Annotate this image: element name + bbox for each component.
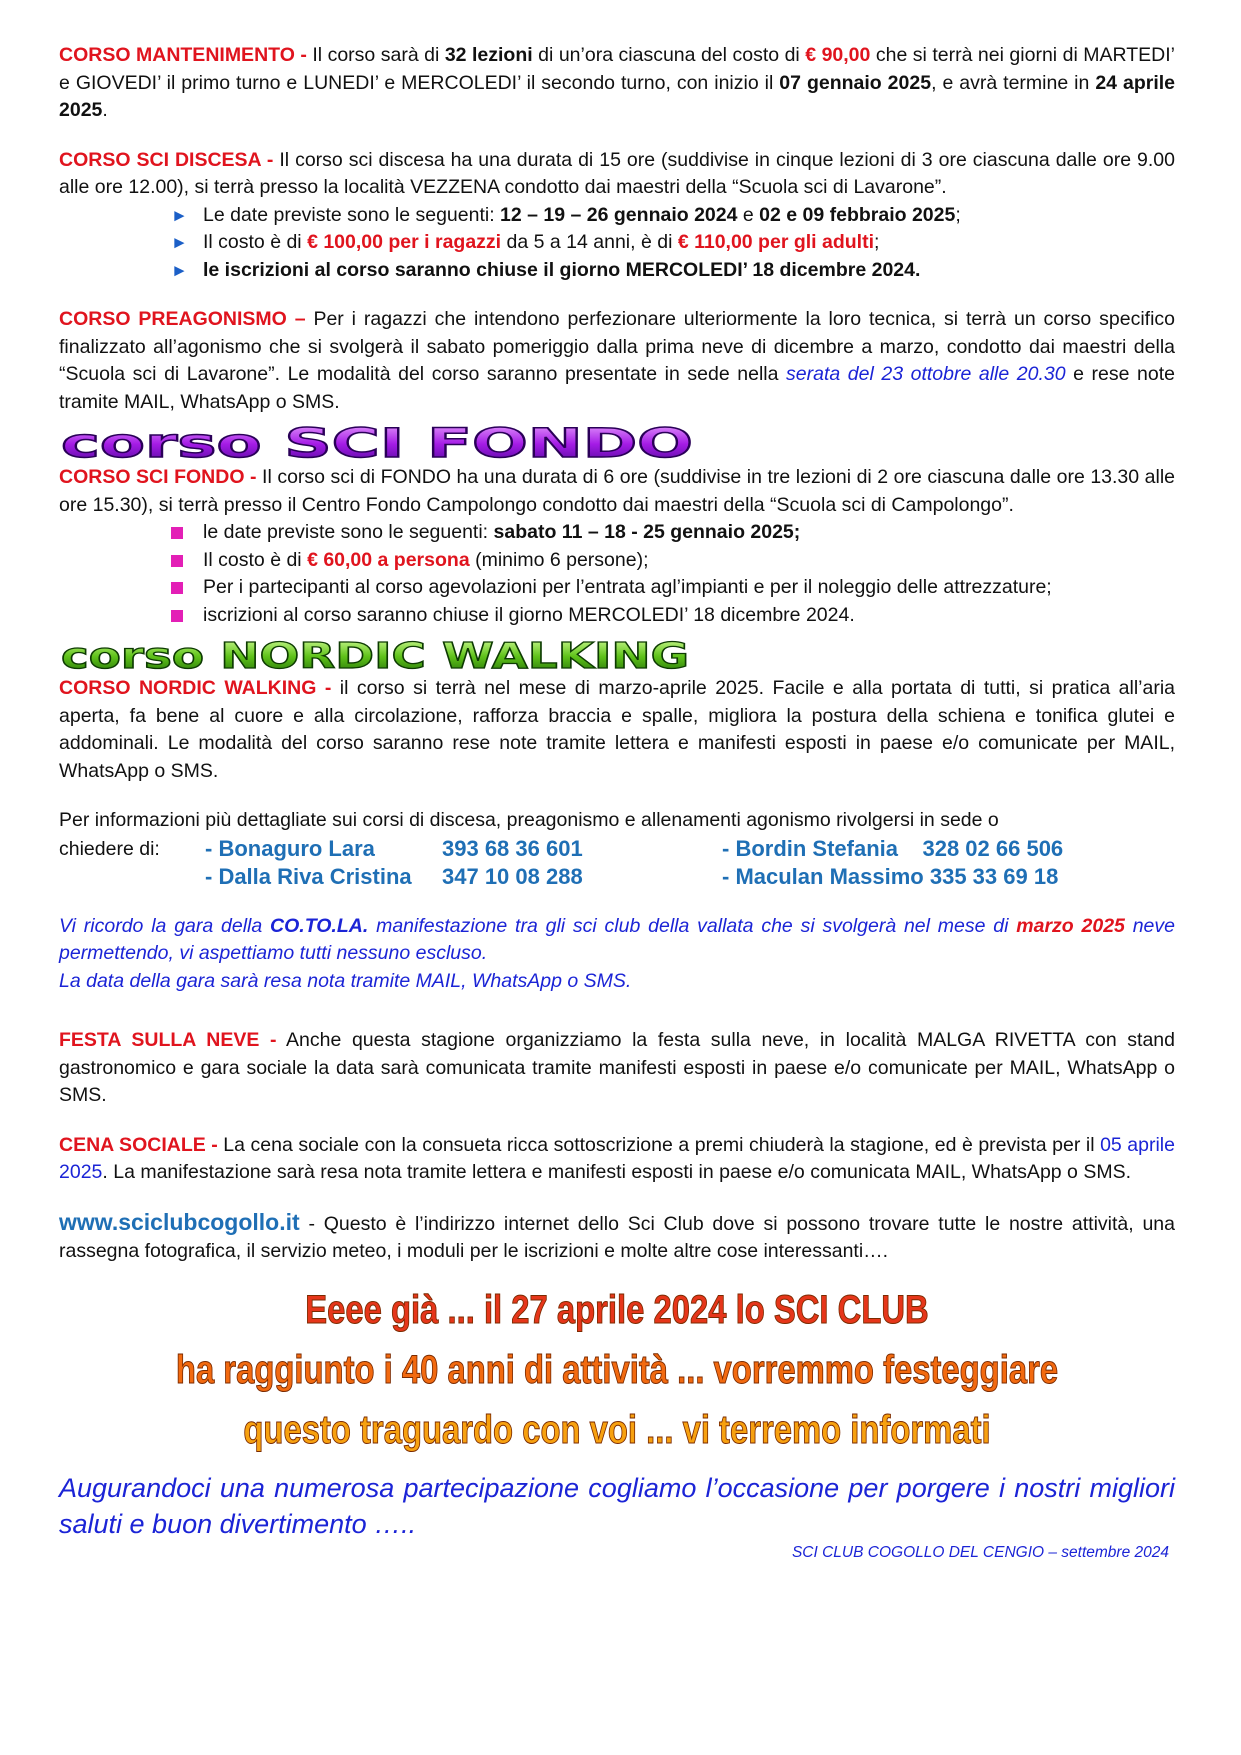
text: che si terrà nei giorni di MARTEDI’ e GIOVEDI’ il primo turno e LUNEDI’ e MERCOLEDI’ il secondo turno, con inizio il: [59, 44, 1176, 94]
contact-name: - Bonaguro Lara: [205, 835, 375, 861]
mantenimento-paragraph: [59, 42, 1175, 125]
list-item: [171, 574, 1175, 602]
text: da 5 a 14 anni, è di: [501, 231, 678, 253]
mantenimento-title: CORSO MANTENIMENTO -: [59, 44, 307, 66]
list-item: [171, 602, 1175, 630]
anniversary-line-1: Eeee già ... il 27 aprile 2024 lo SCI CLUB: [305, 1287, 929, 1332]
cena-title: CENA SOCIALE -: [59, 1133, 218, 1156]
text: Anche questa stagione organizziamo la festa sulla neve, in località MALGA RIVETTA con stand gastronomico e gara sociale la data sarà comunicata tramite manifesti esposti in paese e/o comunicate per MAIL, WhatsApp o SMS.: [59, 1029, 1175, 1106]
discesa-paragraph: [59, 147, 1175, 202]
price: € 110,00 per gli adulti: [677, 231, 874, 253]
text: le date previste sono le seguenti:: [203, 521, 494, 543]
price: € 60,00: [307, 548, 373, 571]
chiedere-label: chiedere di:: [59, 837, 160, 860]
contact-name: - Maculan Massimo: [722, 863, 924, 889]
fondo-title: CORSO SCI FONDO -: [59, 466, 257, 488]
price: € 100,00 per i ragazzi: [307, 231, 502, 253]
preagonismo-paragraph: [59, 306, 1175, 416]
text: Il corso sarà di: [306, 44, 445, 66]
triangle-bullet-icon: ►: [171, 205, 188, 225]
fondo-headline-text: corso SCI FONDO: [61, 422, 693, 464]
triangle-bullet-icon: ►: [171, 260, 188, 280]
text: Vi ricordo la gara della: [59, 914, 271, 937]
text: Il costo è di: [203, 231, 308, 253]
text: il corso si terrà nel mese di marzo-aprile 2025. Facile e alla portata di tutti, si pratica all’aria aperta, fa bene al cuore e alla circolazione, rafforza braccia e spalle, migliora la postura della schiena e tonifica glutei e addominali. Le modalità del corso saranno rese note tramite lettera e manifesti esposti in paese e/o comunicate per MAIL, WhatsApp o SMS.: [59, 677, 1175, 782]
start-date: 07 gennaio 2025: [779, 71, 932, 94]
mantenimento-price: € 90,00: [805, 44, 871, 66]
text: La data della gara sarà resa nota tramite MAIL, WhatsApp o SMS.: [59, 969, 632, 992]
discesa-bullets: [59, 202, 1175, 285]
text: Le date previste sono le seguenti:: [203, 203, 501, 226]
contact-phone: 328 02 66 506: [922, 835, 1064, 861]
text: .: [102, 99, 108, 121]
preagonismo-title: CORSO PREAGONISMO –: [59, 308, 306, 330]
text: Per i ragazzi che intendono perfezionare ulteriormente la loro tecnica, si terrà un corso specifico finalizzato all’agonismo che si svolgerà il sabato pomeriggio dalla prima neve di dicembre a marzo, condotto dai maestri della “Scuola sci di Lavarone”. Le modalità del corso saranno presentate in sede nella: [59, 308, 1175, 385]
text: Il corso sci di FONDO ha una durata di 6 ore (suddivise in tre lezioni di 2 ore ciascuna dalle ore 13.30 alle ore 15.30), si terrà presso il Centro Fondo Campolongo condotto dai maestri della “Scuola sci di Campolongo”.: [59, 466, 1176, 516]
text: ;: [955, 203, 961, 226]
cena-date: 05 aprile 2025: [59, 1133, 1175, 1183]
anniversary-line-2: ha raggiunto i 40 anni di attività ... vorremmo festeggiare: [175, 1347, 1059, 1392]
contact-name: - Bordin Stefania: [722, 835, 899, 861]
square-bullet-icon: [171, 582, 183, 594]
square-bullet-icon: [171, 555, 183, 567]
price-unit: a persona: [372, 548, 470, 571]
contact-name: - Dalla Riva Cristina: [205, 863, 412, 889]
list-item: [171, 202, 1175, 230]
text: le iscrizioni al corso saranno chiuse il giorno MERCOLEDI’ 18 dicembre 2024.: [203, 258, 921, 281]
square-bullet-icon: [171, 610, 183, 622]
festa-title: FESTA SULLA NEVE -: [59, 1029, 277, 1051]
web-paragraph: [59, 1209, 1175, 1266]
list-item: [171, 547, 1175, 575]
contact-phone: 393 68 36 601: [442, 835, 583, 861]
anniversary-line-3: questo traguardo con voi ... vi terremo informati: [243, 1407, 991, 1452]
cotola-paragraph: [59, 913, 1175, 996]
text: (minimo 6 persone);: [469, 548, 649, 571]
list-item: [171, 229, 1175, 257]
text: , e avrà termine in: [931, 71, 1096, 94]
nordic-paragraph: [59, 675, 1175, 785]
text: . La manifestazione sarà resa nota tramite lettera e manifesti esposti in paese e/o comunicata MAIL, WhatsApp o SMS.: [102, 1161, 1131, 1183]
signature: SCI CLUB COGOLLO DEL CENGIO – settembre 2024: [791, 1543, 1169, 1561]
list-item: [171, 257, 1175, 285]
text: - Questo è l’indirizzo internet dello Sci Club dove si possono trovare tutte le nostre attività, una rassegna fotografica, il servizio meteo, i moduli per le iscrizioni e molte altre cose interessanti….: [59, 1212, 1175, 1262]
cotola-month: marzo 2025: [1016, 914, 1125, 937]
discesa-title: CORSO SCI DISCESA -: [59, 148, 274, 171]
dates: 12 – 19 – 26 gennaio 2024: [500, 203, 738, 226]
triangle-bullet-icon: ►: [171, 233, 188, 252]
text: manifestazione tra gli sci club della vallata che si svolgerà nel mese di: [368, 914, 1017, 937]
serata-date: serata del 23 ottobre alle 20.30: [786, 363, 1066, 385]
nordic-headline-text: corso NORDIC WALKING: [61, 636, 689, 675]
text: e: [737, 203, 760, 226]
info-paragraph: Per informazioni più dettagliate sui corsi di discesa, preagonismo e allenamenti agonismo rivolgersi in sede o: [59, 809, 999, 831]
flyer-page: [59, 42, 1175, 1562]
contact-phone: 335 33 69 18: [929, 863, 1059, 889]
contact-name-phone: [722, 863, 1067, 891]
text: e rese note tramite MAIL, WhatsApp o SMS.: [59, 363, 1176, 413]
fondo-paragraph: [59, 464, 1175, 519]
spacer: [59, 863, 205, 891]
festa-paragraph: [59, 1027, 1175, 1110]
contacts-grid: [59, 835, 1175, 891]
closing-greeting: Augurandoci una numerosa partecipazione cogliamo l’occasione per porgere i nostri migliori saluti e buon divertimento …..: [59, 1472, 1175, 1539]
text: di un’ora ciascuna del costo di: [532, 44, 806, 66]
cotola-name: CO.TO.LA.: [270, 914, 369, 937]
contact-phone: 347 10 08 288: [442, 863, 583, 889]
text: Per i partecipanti al corso agevolazioni per l’entrata agl’impianti e per il noleggio delle attrezzature;: [203, 576, 1052, 598]
cena-paragraph: [59, 1132, 1175, 1187]
text: ;: [873, 231, 880, 253]
text: La cena sociale con la consueta ricca sottoscrizione a premi chiuderà la stagione, ed è prevista per il: [217, 1133, 1101, 1156]
end-date: 24 aprile 2025: [59, 71, 1175, 121]
square-bullet-icon: [171, 527, 183, 539]
text: Il costo è di: [203, 548, 308, 571]
lezioni-count: 32 lezioni: [444, 44, 533, 66]
website-link[interactable]: www.sciclubcogollo.it: [59, 1208, 300, 1235]
nordic-headline: [59, 635, 699, 675]
dates: 02 e 09 febbraio 2025: [759, 203, 956, 226]
fondo-bullets: [59, 519, 1175, 629]
nordic-title: CORSO NORDIC WALKING -: [59, 677, 332, 699]
text: neve permettendo, vi aspettiamo tutti nessuno escluso.: [59, 914, 1175, 964]
text: iscrizioni al corso saranno chiuse il giorno MERCOLEDI’ 18 dicembre 2024.: [203, 603, 855, 626]
fondo-headline: [59, 422, 699, 464]
contact-name-phone: [722, 835, 1067, 863]
dates: sabato 11 – 18 - 25 gennaio 2025;: [493, 521, 801, 543]
list-item: [171, 519, 1175, 547]
text: Il corso sci discesa ha una durata di 15 ore (suddivise in cinque lezioni di 3 ore ciascuna dalle ore 9.00 alle ore 12.00), si terrà presso la località VEZZENA condotto dai maestri della “Scuola sci di Lavarone”.: [59, 148, 1175, 198]
